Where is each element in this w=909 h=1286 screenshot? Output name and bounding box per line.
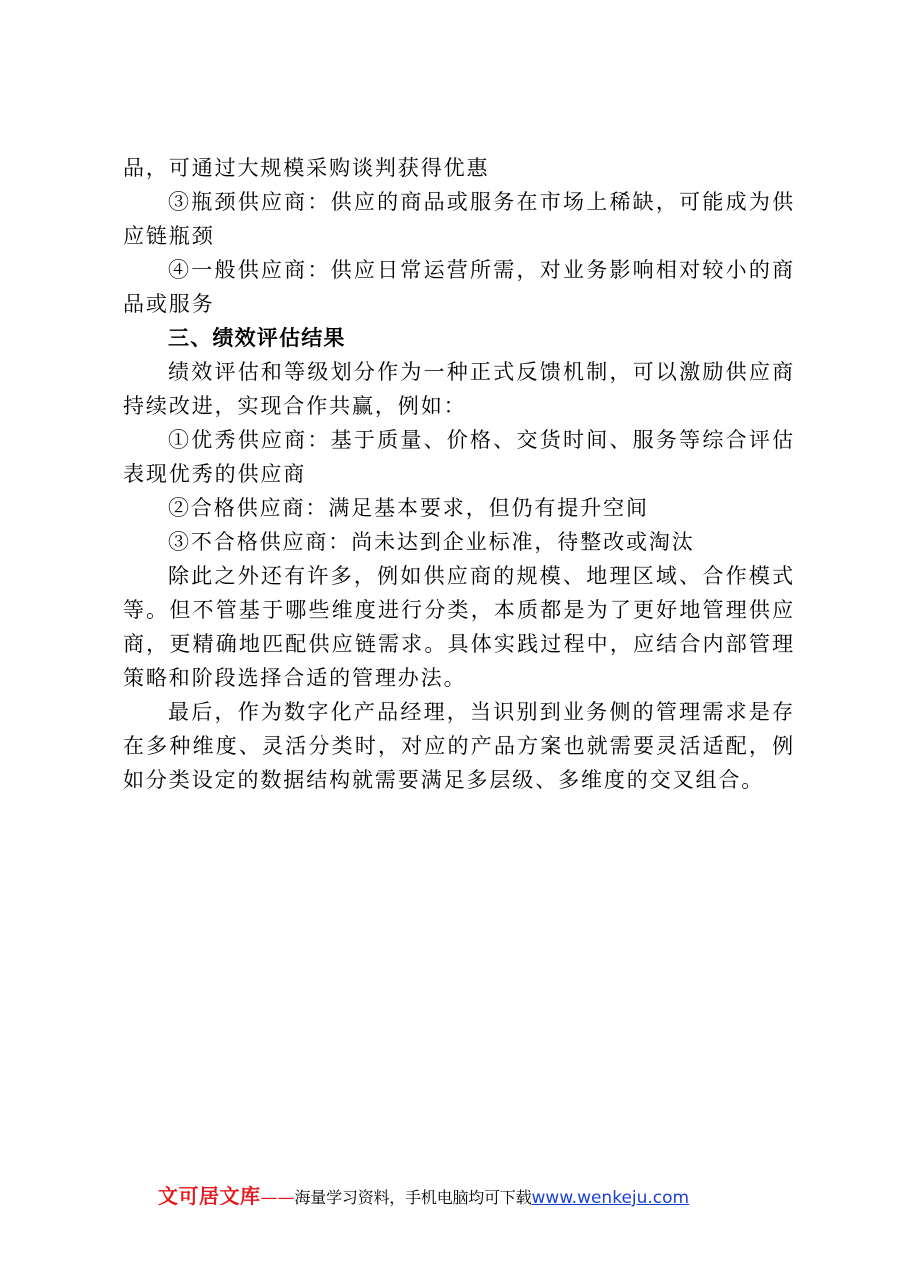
- paragraph: 品，可通过大规模采购谈判获得优惠: [123, 156, 490, 180]
- paragraph: ②合格供应商：满足基本要求，但仍有提升空间: [168, 496, 649, 520]
- paragraph: ③不合格供应商：尚未达到企业标准，待整改或淘汰: [168, 530, 695, 554]
- paragraph: 最后，作为数字化产品经理，当识别到业务侧的管理需求是存在多种维度、灵活分类时，对应的产品方案也就需要灵活适配，例如分类设定的数据结构就需要满足多层级、多维度的交叉组合。: [123, 700, 795, 792]
- footer-slogan: 海量学习资料，手机电脑均可下载: [294, 1188, 532, 1207]
- paragraph: 绩效评估和等级划分作为一种正式反馈机制，可以激励供应商持续改进，实现合作共赢，例如：: [123, 360, 795, 418]
- document-body: [123, 151, 795, 797]
- footer-website-link[interactable]: www.wenkeju.com: [531, 1188, 690, 1208]
- paragraph: 除此之外还有许多，例如供应商的规模、地理区域、合作模式等。但不管基于哪些维度进行分类，本质都是为了更好地管理供应商，更精确地匹配供应链需求。具体实践过程中，应结合内部管理策略和阶段选择合适的管理办法。: [123, 564, 795, 690]
- footer-brand: 文可居文库: [158, 1184, 261, 1208]
- paragraph: ①优秀供应商：基于质量、价格、交货时间、服务等综合评估表现优秀的供应商: [123, 428, 795, 486]
- page-footer: [158, 1181, 798, 1211]
- footer-dash: ——: [260, 1188, 295, 1208]
- paragraph: ③瓶颈供应商：供应的商品或服务在市场上稀缺，可能成为供应链瓶颈: [123, 190, 795, 248]
- section-heading: 三、绩效评估结果: [168, 326, 346, 350]
- paragraph: ④一般供应商：供应日常运营所需，对业务影响相对较小的商品或服务: [123, 258, 795, 316]
